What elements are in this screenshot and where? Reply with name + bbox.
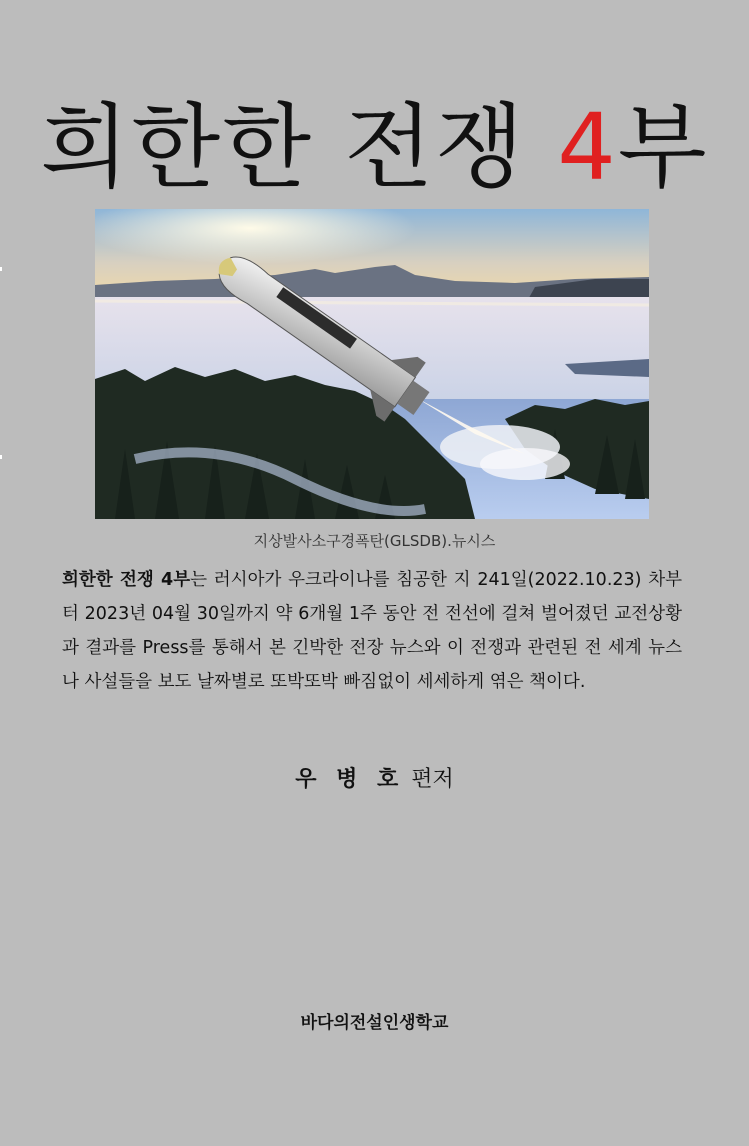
edge-mark: [0, 455, 2, 459]
title-volume-number: 4: [557, 94, 618, 201]
publisher-name: 바다의전설인생학교: [300, 1013, 449, 1033]
edge-mark: [0, 267, 2, 271]
missile-photo: [95, 209, 649, 519]
title-main: 희한한 전쟁: [40, 94, 526, 201]
author-role: 편저: [411, 767, 454, 792]
title-suffix: 부: [617, 94, 709, 201]
author-name: 우 병 호: [295, 767, 405, 792]
book-description: [62, 563, 682, 699]
author-line: [0, 762, 749, 793]
image-caption: 지상발사소구경폭탄(GLSDB).뉴시스: [253, 532, 496, 550]
description-text: 는 러시아가 우크라이나를 침공한 지 241일(2022.10.23) 차부터 2023년 04월 30일까지 약 6개월 1주 동안 전 전선에 걸쳐 벌어졌던 교전상황과 결과를 Press를 통해서 본 긴박한 전장 뉴스와 이 전쟁과 관련된 전 세계 뉴스나 사설들을 보도 날짜별로 또박또박 빠짐없이 세세하게 엮은 책이다.: [62, 570, 683, 692]
book-title: [0, 88, 749, 208]
description-bold-title: 희한한 전쟁 4부: [62, 570, 191, 590]
